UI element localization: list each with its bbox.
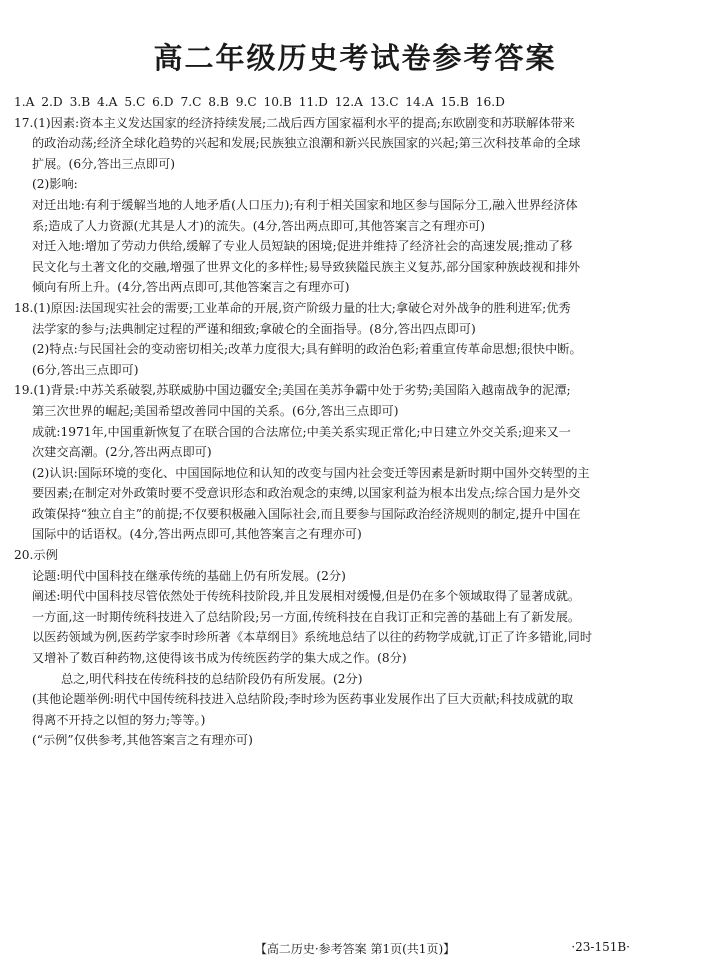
page-title: 高二年级历史考试卷参考答案 bbox=[153, 41, 557, 75]
q18-part1-line: 18.(1)原因:法国现实社会的需要;工业革命的开展,资产阶级力量的壮大;拿破仑对外战争的胜利进军;优秀 bbox=[14, 300, 571, 315]
q19-part2-line: 要因素;在制定对外政策时要不受意识形态和政治观念的束缚,以国家利益为根本出发点;综合国力是外交 bbox=[32, 486, 581, 501]
q18-part2-line: (6分,答出三点即可) bbox=[32, 362, 139, 377]
q19-part1-line: 次建交高潮。(2分,答出两点即可) bbox=[32, 445, 212, 460]
q20-line: 一方面,这一时期传统科技进入了总结阶段;另一方面,传统科技在自我订正和完善的基础上有了新发展。 bbox=[32, 609, 581, 624]
q17-part2-line: 对迁出地:有利于缓解当地的人地矛盾(人口压力);有利于相关国家和地区参与国际分工,融入世界经济体 bbox=[32, 197, 578, 212]
answer-body bbox=[14, 92, 700, 751]
footer-exam-code: ·23-151B· bbox=[571, 940, 630, 954]
q19-part1-line: 第三次世界的崛起;美国希望改善同中国的关系。(6分,答出三点即可) bbox=[32, 403, 399, 418]
q19-part2-line: (2)认识:国际环境的变化、中国国际地位和认知的改变与国内社会变迁等因素是新时期中国外交转型的主 bbox=[32, 465, 590, 480]
q17-part2-line: 对迁入地:增加了劳动力供给,缓解了专业人员短缺的困境;促进并维持了经济社会的高速发展;推动了移 bbox=[32, 239, 573, 254]
q20-note: (“示例”仅供参考,其他答案言之有理亦可) bbox=[32, 733, 253, 748]
q17-part1-line: 的政治动荡;经济全球化趋势的兴起和发展;民族独立浪潮和新兴民族国家的兴起;第三次科技革命的全球 bbox=[32, 136, 581, 151]
page-footer bbox=[0, 940, 710, 964]
q20-line: 总之,明代科技在传统科技的总结阶段仍有所发展。(2分) bbox=[61, 671, 363, 686]
q20-line: 又增补了数百种药物,这使得该书成为传统医药学的集大成之作。(8分) bbox=[32, 651, 407, 666]
q19-part1-line: 19.(1)背景:中苏关系破裂,苏联威胁中国边疆安全;美国在美苏争霸中处于劣势;美国陷入越南战争的泥潭; bbox=[14, 383, 571, 398]
q18-part1-line: 法学家的参与;法典制定过程的严谨和细致;拿破仑的全面指导。(8分,答出四点即可) bbox=[32, 321, 476, 336]
q20-line: 以医药领域为例,医药学家李时珍所著《本草纲目》系统地总结了以往的药物学成就,订正了许多错讹,同时 bbox=[32, 630, 593, 645]
q17-part1-line: 扩展。(6分,答出三点即可) bbox=[32, 156, 176, 171]
q17-part1-line: 17.(1)因素:资本主义发达国家的经济持续发展;二战后西方国家福利水平的提高;东欧剧变和苏联解体带来 bbox=[14, 115, 575, 130]
q17-part2-heading: (2)影响: bbox=[32, 177, 78, 192]
q20-heading: 20.示例 bbox=[14, 548, 58, 563]
q20-line: 阐述:明代中国科技尽管依然处于传统科技阶段,并且发展相对缓慢,但是仍在多个领域取得了显著成就。 bbox=[32, 589, 581, 604]
q17-part2-line: 民文化与土著文化的交融,增强了世界文化的多样性;易导致狭隘民族主义复苏,部分国家种族歧视和排外 bbox=[32, 259, 581, 274]
q19-part2-line: 政策保持“独立自主”的前提;不仅要积极融入国际社会,而且要参与国际政治经济规则的制定,提升中国在 bbox=[32, 506, 581, 521]
q19-part2-line: 国际中的话语权。(4分,答出两点即可,其他答案言之有理亦可) bbox=[32, 527, 362, 542]
multiple-choice-answers: 1.A 2.D 3.B 4.A 5.C 6.D 7.C 8.B 9.C 10.B 11.D 12.A 13.C 14.A 15.B 16.D bbox=[14, 95, 505, 109]
q17-part2-line: 倾向有所上升。(4分,答出两点即可,其他答案言之有理亦可) bbox=[32, 280, 350, 295]
q20-line: 得离不开持之以恒的努力;等等。) bbox=[32, 712, 206, 727]
footer-page-info: 【高二历史·参考答案 第1页(共1页)】 bbox=[254, 942, 456, 956]
q20-line: 论题:明代中国科技在继承传统的基础上仍有所发展。(2分) bbox=[32, 568, 346, 583]
q19-part1-line: 成就:1971年,中国重新恢复了在联合国的合法席位;中美关系实现正常化;中日建立外交关系;迎来又一 bbox=[32, 424, 571, 439]
q18-part2-line: (2)特点:与民国社会的变动密切相关;改革力度很大;具有鲜明的政治色彩;着重宣传革命思想;很快中断。 bbox=[32, 342, 582, 357]
q17-part2-line: 系;造成了人力资源(尤其是人才)的流失。(4分,答出两点即可,其他答案言之有理亦可) bbox=[32, 218, 486, 233]
q20-line: (其他论题举例:明代中国传统科技进入总结阶段;李时珍为医药事业发展作出了巨大贡献;科技成就的取 bbox=[32, 692, 574, 707]
